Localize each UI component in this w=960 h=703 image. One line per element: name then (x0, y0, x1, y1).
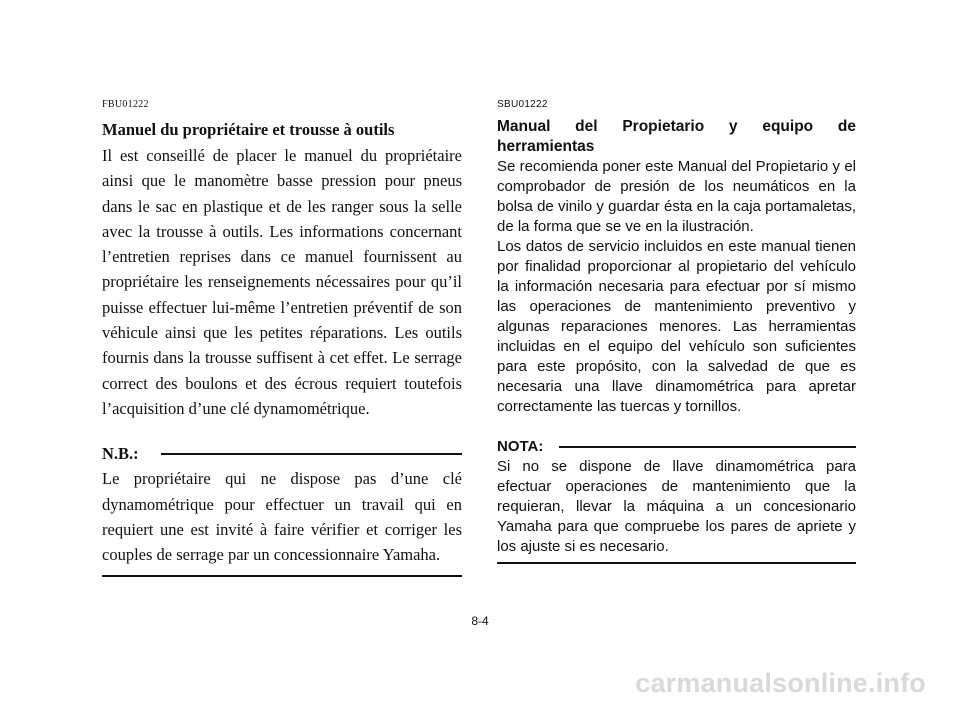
watermark: carmanualsonline.info (635, 668, 926, 698)
note-divider (559, 446, 856, 448)
note-divider (161, 453, 462, 455)
body-paragraph: Il est conseillé de placer le manuel du propriétaire ainsi que le manomètre basse pression pour pneus dans le sac en plastique et de les ranger sous la selle avec la trousse à outils. Les informations concernant l’entretien reprises dans ce manuel fournissent au propriétaire les renseignements nécessaires pour qu’il puisse effectuer lui-même l’entretien préventif de son véhicule ainsi que les petites réparations. Les outils fournis dans la trousse suffisent à cet effet. Le serrage correct des boulons et des écrous requiert toutefois l’acquisition d’une clé dynamométrique. (102, 146, 462, 418)
section-title: Manuel du propriétaire et trousse à outils (102, 120, 395, 139)
section-title-line-2: herramientas (497, 138, 595, 155)
note-end-divider (497, 562, 856, 564)
note-end-divider (102, 575, 462, 577)
body-paragraph-2: Los datos de servicio incluidos en este manual tienen por finalidad proporcionar al propietario del vehículo la información necesaria para efectuar por sí mismo las operaciones de mantenimiento preventivo y algunas reparaciones menores. Las herramientas incluidas en el equipo del vehículo son suficientes para este propósito, con la salvedad de que es necesaria una llave dinamométrica para apretar correctamente las tuercas y tornillos. (497, 238, 856, 415)
spanish-column (497, 99, 856, 564)
note-text: Si no se dispone de llave dinamométrica para efectuar operaciones de mantenimiento que la requieran, llevar la máquina a un concesionario Yamaha para que compruebe los pares de apriete y los ajuste si es necesario. (497, 458, 856, 555)
note-label: NOTA: (497, 438, 544, 455)
french-column (102, 99, 462, 577)
note-text: Le propriétaire qui ne dispose pas d’une clé dynamométrique pour effectuer un travail qui en requiert une est invité à faire vérifier et corriger les couples de serrage par un concessionnaire Yamaha. (102, 469, 462, 565)
note-header (497, 437, 856, 457)
section-code: FBU01222 (102, 99, 149, 110)
page-number: 8-4 (471, 614, 489, 628)
section-title (497, 117, 856, 157)
body-paragraph-1: Se recomienda poner este Manual del Propietario y el comprobador de presión de los neumáticos en la bolsa de vinilo y guardar ésta en la caja portamaletas, de la forma que se ve en la ilustración. (497, 158, 856, 235)
section-title-line-1: Manual del Propietario y equipo de (497, 118, 856, 135)
note-label: N.B.: (102, 444, 139, 464)
note-header (102, 441, 462, 466)
section-code: SBU01222 (497, 99, 548, 110)
